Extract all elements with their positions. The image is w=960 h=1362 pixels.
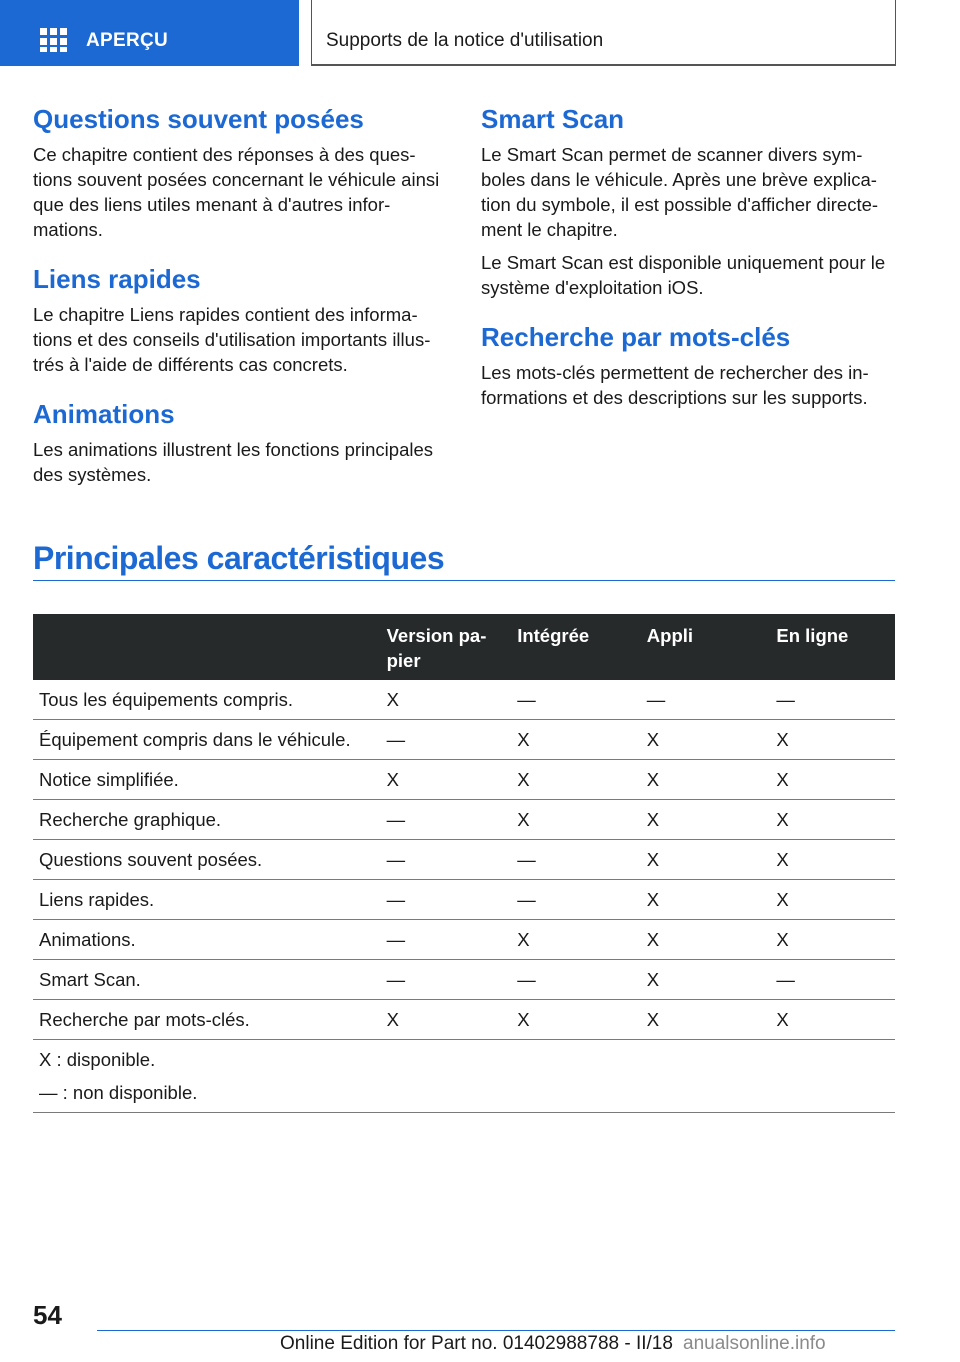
table-row (33, 840, 895, 880)
page-header (0, 0, 960, 66)
section-keyword-search (481, 320, 895, 410)
table-cell: — (381, 840, 512, 880)
table-header-cell: Intégrée (511, 614, 641, 680)
table-cell: X (770, 920, 895, 960)
title-rule (33, 580, 895, 581)
table-cell: — (381, 880, 512, 920)
page-title: Principales caractéristiques (33, 540, 445, 576)
overview-tab[interactable] (0, 0, 299, 66)
section-smart-scan (481, 102, 895, 300)
section-title: Animations (33, 399, 175, 429)
table-row (33, 760, 895, 800)
table-cell: Smart Scan. (33, 960, 381, 1000)
legend-available: X : disponible. (39, 1049, 156, 1070)
table-cell: — (641, 680, 771, 720)
table-cell: Recherche graphique. (33, 800, 381, 840)
table-cell: X (641, 800, 771, 840)
table-cell: — (381, 920, 512, 960)
section-body: Le chapitre Liens rapides contient des informations et des conseils d'utilisation importants illustrés à l'aide de différents cas concrets. (33, 304, 431, 375)
table-cell: X (511, 760, 641, 800)
table-cell: — (770, 680, 895, 720)
page-number: 54 (33, 1300, 62, 1330)
table-row (33, 800, 895, 840)
legend-unavailable: — : non disponible. (39, 1082, 198, 1103)
table-cell: X (641, 720, 771, 760)
table-cell: X (641, 840, 771, 880)
table-cell: X (511, 1000, 641, 1040)
section-faq (33, 102, 447, 242)
left-column (33, 102, 447, 507)
table-cell: X (641, 920, 771, 960)
table-row (33, 960, 895, 1000)
table-cell: — (511, 680, 641, 720)
table-cell: Animations. (33, 920, 381, 960)
table-cell: X (381, 680, 512, 720)
table-cell: X (511, 920, 641, 960)
section-body: Les mots-clés permettent de rechercher des informations et des descriptions sur les supports. (481, 362, 869, 408)
section-title: Recherche par mots-clés (481, 322, 791, 352)
table-cell: X (511, 720, 641, 760)
table-cell: X (641, 1000, 771, 1040)
table-cell: — (511, 960, 641, 1000)
section-body: Les animations illustrent les fonctions principales des systèmes. (33, 439, 434, 485)
right-column (481, 102, 895, 430)
overview-tab-label: APERÇU (86, 30, 169, 51)
section-title: Liens rapides (33, 264, 201, 294)
table-header-cell: Version papier (381, 614, 512, 680)
breadcrumb[interactable] (311, 0, 896, 66)
breadcrumb-label: Supports de la notice d'utilisation (326, 30, 604, 51)
table-cell: — (381, 720, 512, 760)
table-header-cell (33, 614, 381, 680)
table-row (33, 920, 895, 960)
table-cell: — (381, 800, 512, 840)
table-cell: — (511, 840, 641, 880)
section-body: Le Smart Scan est disponible uniquement pour le système d'exploitation iOS. (481, 252, 886, 298)
table-cell: X (770, 880, 895, 920)
table-cell: X (641, 960, 771, 1000)
table-cell: X (381, 760, 512, 800)
table-cell: X (641, 760, 771, 800)
section-body: Ce chapitre contient des réponses à des questions souvent posées concernant le véhicule ainsi que des liens utiles menant à d'autres informations. (33, 144, 440, 240)
table-cell: Liens rapides. (33, 880, 381, 920)
table-cell: X (770, 1000, 895, 1040)
edition-text: Online Edition for Part no. 01402988788 - II/18 (280, 1333, 673, 1354)
table-cell: X (770, 720, 895, 760)
table-cell: X (770, 760, 895, 800)
table-legend-row (33, 1040, 895, 1113)
table-cell: Notice simplifiée. (33, 760, 381, 800)
table-cell: X (381, 1000, 512, 1040)
section-title: Questions souvent posées (33, 104, 364, 134)
table-row (33, 720, 895, 760)
table-cell: X (641, 880, 771, 920)
table-cell: X (770, 840, 895, 880)
table-row (33, 1000, 895, 1040)
table-cell: — (381, 960, 512, 1000)
table-header-cell: En ligne (770, 614, 895, 680)
table-header-cell: Appli (641, 614, 771, 680)
table-row (33, 680, 895, 720)
table-header-row (33, 614, 895, 680)
table-cell: Questions souvent posées. (33, 840, 381, 880)
grid-icon (40, 28, 67, 52)
table-legend (33, 1040, 895, 1113)
section-title: Smart Scan (481, 104, 625, 134)
site-watermark: anualsonline.info (683, 1333, 826, 1354)
table-cell: Recherche par mots-clés. (33, 1000, 381, 1040)
table-cell: X (770, 800, 895, 840)
table-cell: Tous les équipements compris. (33, 680, 381, 720)
footer-rule (97, 1330, 895, 1331)
section-animations (33, 397, 447, 487)
table-cell: X (511, 800, 641, 840)
features-table (33, 614, 895, 1113)
table-row (33, 880, 895, 920)
table-cell: — (770, 960, 895, 1000)
table-cell: Équipement compris dans le véhicule. (33, 720, 381, 760)
section-quick-links (33, 262, 447, 377)
table-cell: — (511, 880, 641, 920)
section-body: Le Smart Scan permet de scanner divers symboles dans le véhicule. Après une brève explication du symbole, il est possible d'afficher directement le chapitre. (481, 144, 879, 240)
